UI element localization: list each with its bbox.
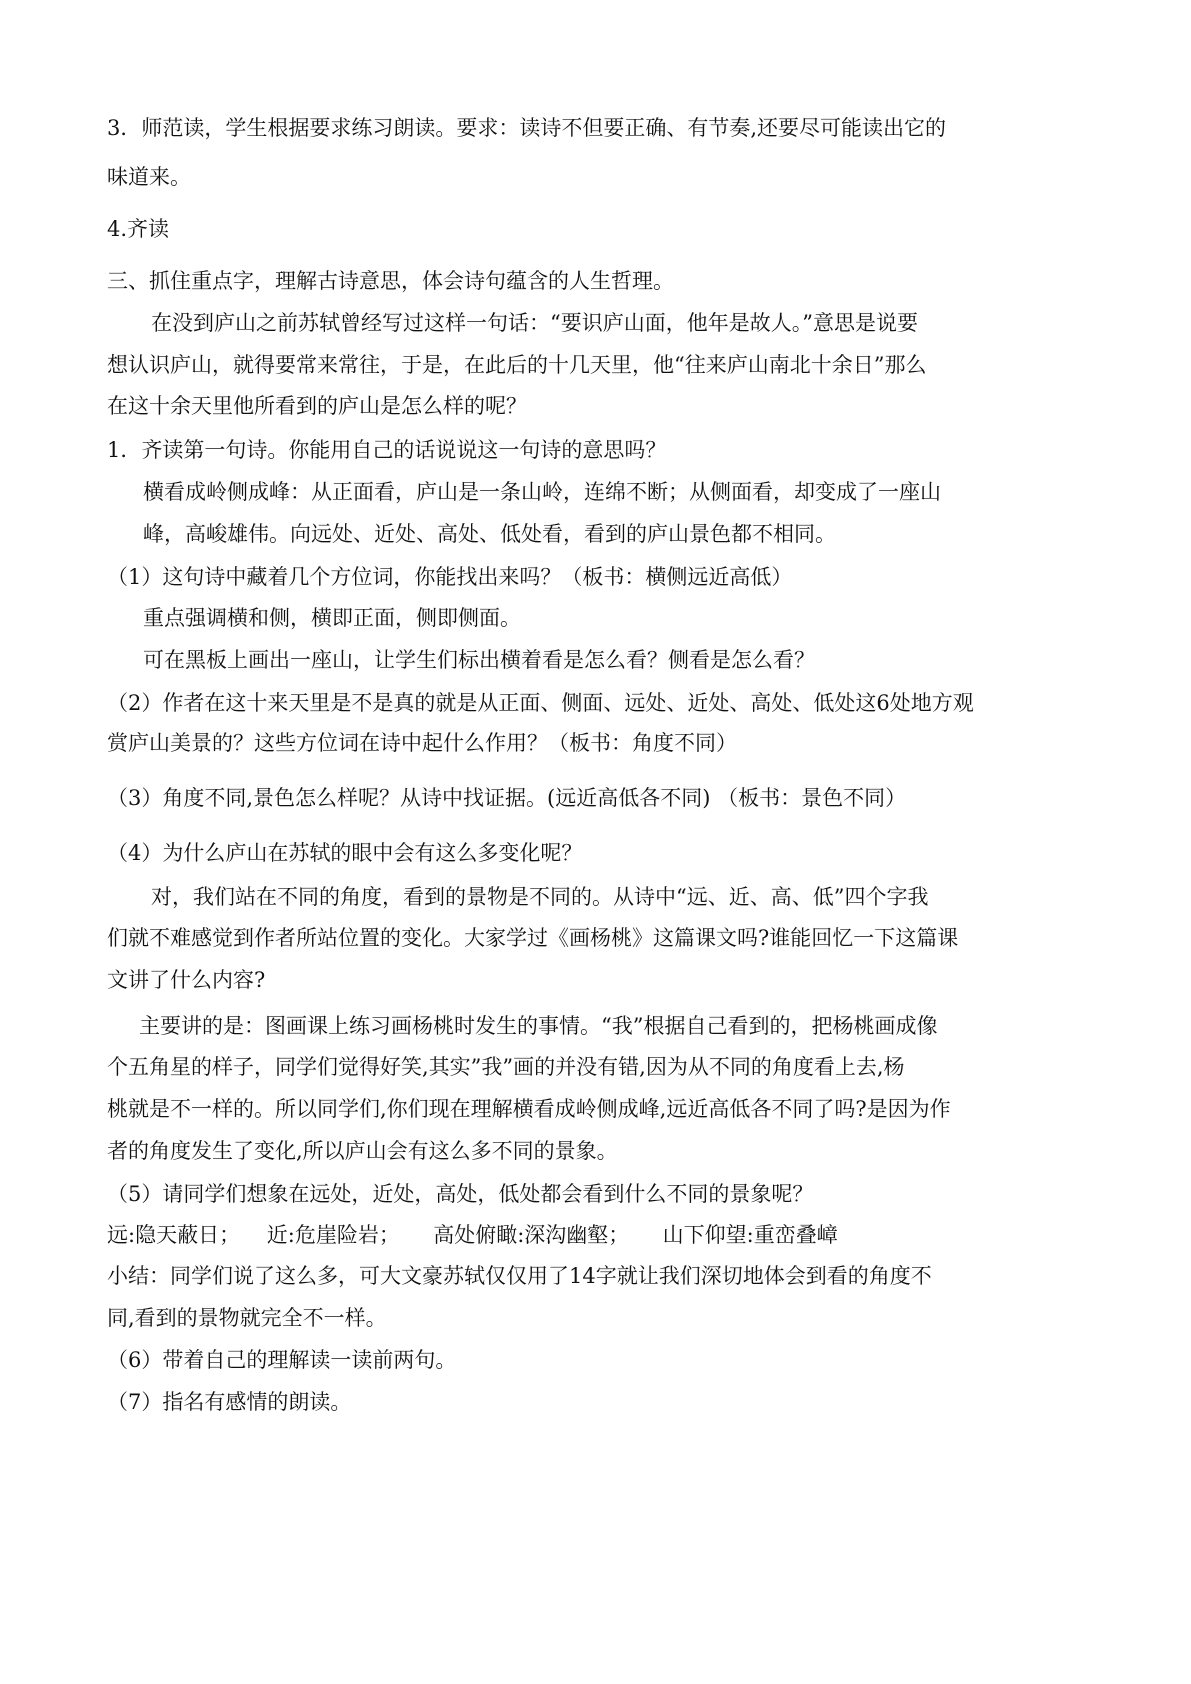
text-line-13: 可在黑板上画出一座山，让学生们标出横着看是怎么看？侧看是怎么看？	[143, 648, 815, 672]
text-line-7: 在这十余天里他所看到的庐山是怎么样的呢？	[107, 394, 527, 418]
text-line-3: 4.齐读	[107, 217, 170, 241]
text-line-8: 1．齐读第一句诗。你能用自己的话说说这一句诗的意思吗？	[107, 438, 667, 462]
text-line-16: （3）角度不同,景色怎么样呢？从诗中找证据。(远近高低各不同) （板书：景色不同）	[107, 786, 907, 810]
text-line-10: 峰，高峻雄伟。向远处、近处、高处、低处看，看到的庐山景色都不相同。	[143, 522, 836, 546]
text-line-5: 在没到庐山之前苏轼曾经写过这样一句话：“要识庐山面，他年是故人。”意思是说要	[151, 311, 918, 335]
summary-line-1: 小结：同学们说了这么多，可大文豪苏轼仅仅用了14字就让我们深切地体会到看的角度不	[107, 1264, 932, 1288]
text-line-15: 赏庐山美景的？这些方位词在诗中起什么作用？（板书：角度不同）	[107, 731, 737, 755]
text-line-17: （4）为什么庐山在苏轼的眼中会有这么多变化呢？	[107, 841, 583, 865]
text-line-2: 味道来。	[107, 165, 191, 189]
text-line-24: 者的角度发生了变化,所以庐山会有这么多不同的景象。	[107, 1139, 618, 1163]
text-line-30: （7）指名有感情的朗读。	[107, 1390, 352, 1414]
text-line-18: 对，我们站在不同的角度，看到的景物是不同的。从诗中“远、近、高、低”四个字我	[151, 885, 929, 909]
text-line-19: 们就不难感觉到作者所站位置的变化。大家学过《画杨桃》这篇课文吗?谁能回忆一下这篇课	[107, 926, 959, 950]
text-line-23: 桃就是不一样的。所以同学们,你们现在理解横看成岭侧成峰,远近高低各不同了吗?是因为作	[107, 1097, 951, 1121]
text-line-29: （6）带着自己的理解读一读前两句。	[107, 1348, 457, 1372]
text-line-6: 想认识庐山，就得要常来常往，于是，在此后的十几天里，他“往来庐山南北十余日”那么	[107, 353, 927, 377]
text-line-11: （1）这句诗中藏着几个方位词，你能找出来吗？（板书：横侧远近高低）	[107, 565, 793, 589]
text-line-12: 重点强调横和侧，横即正面，侧即侧面。	[143, 606, 521, 630]
summary-line-2: 同,看到的景物就完全不一样。	[107, 1306, 387, 1330]
text-line-9: 横看成岭侧成峰：从正面看，庐山是一条山岭，连绵不断；从侧面看，却变成了一座山	[143, 480, 941, 504]
text-line-25: （5）请同学们想象在远处，近处，高处，低处都会看到什么不同的景象呢？	[107, 1182, 814, 1206]
text-line-21: 主要讲的是：图画课上练习画杨桃时发生的事情。“我”根据自己看到的，把杨桃画成像	[139, 1014, 938, 1038]
text-line-1: 3．师范读，学生根据要求练习朗读。要求：读诗不但要正确、有节奏,还要尽可能读出它的	[107, 116, 947, 140]
text-line-20: 文讲了什么内容?	[107, 968, 266, 992]
text-line-26: 远:隐天蔽日； 近:危崖险岩； 高处俯瞰:深沟幽壑； 山下仰望:重峦叠嶂	[107, 1223, 838, 1247]
section-heading: 三、抓住重点字，理解古诗意思，体会诗句蕴含的人生哲理。	[107, 269, 674, 293]
text-line-14: （2）作者在这十来天里是不是真的就是从正面、侧面、远处、近处、高处、低处这6处地方观	[107, 691, 974, 715]
text-line-22: 个五角星的样子，同学们觉得好笑,其实”我”画的并没有错,因为从不同的角度看上去,杨	[107, 1055, 905, 1079]
